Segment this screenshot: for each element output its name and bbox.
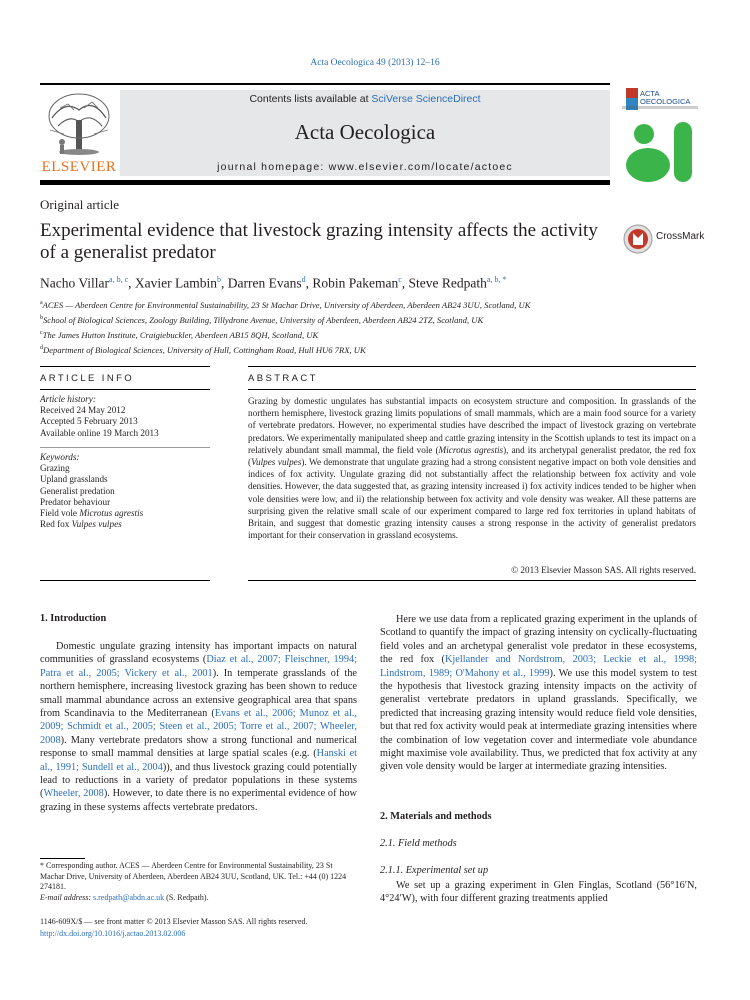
keyword-item: Field vole Microtus agrestis: [40, 508, 144, 519]
crossmark-label: CrossMark: [656, 231, 705, 242]
elsevier-logo: [40, 90, 118, 176]
author-name[interactable]: Nacho Villar: [40, 275, 110, 291]
masthead-box: [120, 90, 610, 176]
article-type: Original article: [40, 197, 120, 212]
article-info-top-rule: [40, 366, 210, 367]
elsevier-wordmark: ELSEVIER: [41, 159, 117, 175]
methods-paragraph: We set up a grazing experiment in Glen Finglas, Scotland (56°16′N, 4°24′W), with four different grazing treatments applied: [380, 880, 697, 905]
article-info-bottom-rule: [40, 580, 210, 581]
section-heading-methods: 2. Materials and methods: [380, 811, 492, 822]
abstract-heading-rule: [248, 389, 696, 390]
citation-link[interactable]: Hanski et al., 1991; Sundell et al., 2004: [40, 748, 357, 773]
bottom-info: [40, 916, 308, 940]
footnote-rule: [40, 858, 85, 859]
elsevier-tree-icon: [40, 90, 118, 156]
keyword-item: Red fox Vulpes vulpes: [40, 519, 122, 530]
author-email-link[interactable]: s.redpath@abdn.ac.uk: [93, 892, 165, 902]
citation-link[interactable]: Wheeler, 2008: [43, 788, 104, 800]
cover-title: [640, 90, 690, 106]
citation-link[interactable]: Kjellander and Nordstrom, 2003; Leckie et al., 1998; Lindstrom, 1989; O'Mahony et al., 1999: [380, 654, 697, 679]
contents-line: [120, 93, 610, 105]
author-affiliation-marker[interactable]: a, b, *: [486, 275, 507, 284]
author-name[interactable]: Steve Redpath: [408, 275, 487, 291]
introduction-paragraph: Domestic ungulate grazing intensity has important impacts on natural communities of grassland ecosystems (Diaz et al., 2007; Fleischner, 1994; Patra et al., 2005; Vickery et al., 2001). In temperate grasslands of the northern hemisphere, increasing livestock grazing has been shown to reduce small mammal abundance across an extensive geographical area that spans from Scandinavia to the Mediterranean (Evans et al., 2006; Munoz et al., 2009; Schmidt et al., 2005; Steen et al., 2005; Torre et al., 2007; Wheeler, 2008). Many vertebrate predators show a strong functional and numerical response to small mammal densities at large spatial scales (e.g. (Hanski et al., 1991; Sundell et al., 2004)), and thus livestock grazing could potentially lead to reductions in a variety of predator populations in these systems (Wheeler, 2008). However, to date there is no experimental evidence of how grazing in these systems affects vertebrate predators.: [40, 641, 357, 813]
author-name[interactable]: Darren Evans: [227, 275, 302, 291]
cover-title-line-1: ACTA: [640, 89, 660, 98]
affiliation-item: $^a$ACES — Aberdeen Centre for Environmental Sustainability, 23 St Machar Drive, University of Aberdeen, Aberdeen AB24 3UU, Scotland, UK: [40, 299, 531, 310]
journal-homepage[interactable]: journal homepage: www.elsevier.com/locate/actoec: [217, 161, 513, 173]
affiliation-item: $^b$School of Biological Sciences, Zoology Building, Tillydrone Avenue, University of Aberdeen, Aberdeen AB24 2TZ, Scotland, UK: [40, 314, 484, 325]
masthead-bottom-rule: [40, 180, 610, 185]
journal-reference[interactable]: Acta Oecologica 49 (2013) 12–16: [310, 58, 440, 68]
author-list: Nacho Villar$^{a, b, c}$, Xavier Lambin$^b$, Darren Evans$^d$, Robin Pakeman$^c$, Steve Redpath$^{a, b, *}$: [40, 275, 507, 291]
article-info-divider: [40, 447, 210, 448]
introduction-paragraph-continued: Here we use data from a replicated grazing experiment in the uplands of Scotland to quantify the impact of grazing intensity on cyclically-fluctuating field voles and an archetypal generalist vole predator in these ecosystems, the red fox (Kjellander and Nordstrom, 2003; Leckie et al., 1998; Lindstrom, 1989; O'Mahony et al., 1999). We use this model system to test the hypothesis that livestock grazing intensity impacts on the activity of generalist vertebrate predators in upland grasslands. Specifically, we predicted that increasing grazing intensity would reduce field vole densities, but that red fox activity would peak at intermediate grazing intensities where the combination of low vegetation cover and intermediate vole abundance might maximise vole availability. Thus, we predicted that fox activity at any given vole density would be larger at intermediate grazing intensities.: [380, 614, 697, 773]
keyword-item: Upland grasslands: [40, 474, 108, 485]
abstract-bottom-rule: [248, 580, 696, 581]
article-history: [40, 394, 210, 439]
masthead-top-rule: [40, 83, 610, 85]
abstract-copyright: © 2013 Elsevier Masson SAS. All rights reserved.: [511, 565, 696, 575]
keyword-item: Grazing: [40, 463, 70, 474]
corresponding-author-footnote: * Corresponding author. ACES — Aberdeen Centre for Environmental Sustainability, 23 St Machar Drive, University of Aberdeen, Aberdeen AB24 3UU, Scotland, UK. Tel.: +44 (0) 1224 274181. E-mail address: s.redpath@abdn.ac.uk (S. Redpath).: [40, 861, 347, 902]
doi-link[interactable]: http://dx.doi.org/10.1016/j.actao.2013.02.006: [40, 929, 186, 938]
author-name[interactable]: Xavier Lambin: [134, 275, 218, 291]
affiliation-item: $^d$Department of Biological Sciences, University of Hull, Cottingham Road, Hull HU6 7RX, UK: [40, 344, 366, 355]
abstract-body: Grazing by domestic ungulates has substantial impacts on ecosystem structure and composition. In grasslands of the northern hemisphere, livestock grazing limits populations of small mammals, which are a main food source for a variety of vertebrate predators. However, no experimental studies have described the impact of livestock grazing on vertebrate predators. We experimentally manipulated sheep and cattle grazing intensity in the Scottish uplands to test its impact on a relatively abundant small mammal, the field vole (Microtus agrestis), and its archetypal generalist predator, the red fox (Vulpes vulpes). We demonstrate that ungulate grazing had a strong consistent negative impact on both vole densities and indices of fox activity. Ungulate grazing did not substantially affect the relationship between fox activity and vole densities. However, the data suggested that, as grazing intensity increased i) fox activity indices tended to be higher when vole densities were low, and ii) the relationship between fox activity and vole density was weaker. All these patterns are surprising given the relative small scale of our experiment compared to large red fox territories in upland habitats of Britain, and suggest that domestic grazing intensity causes a strong response in the activity of generalist predators important for their conservation in grassland ecosystems.: [248, 396, 697, 541]
author-name[interactable]: Robin Pakeman: [312, 275, 399, 291]
author-affiliation-marker[interactable]: a, b, c: [109, 275, 129, 284]
contents-prefix: Contents lists available at: [249, 93, 372, 105]
journal-title: Acta Oecologica: [294, 120, 436, 144]
journal-cover: [622, 86, 698, 182]
article-info-heading-rule: [40, 389, 210, 390]
author-affiliation-marker[interactable]: c: [398, 275, 402, 284]
online-date: Available online 19 March 2013: [40, 427, 159, 438]
article-title: Experimental evidence that livestock grazing intensity affects the activity of a generalist predator: [40, 220, 598, 263]
abstract-heading: ABSTRACT: [248, 373, 318, 384]
author-affiliation-marker[interactable]: b: [217, 275, 222, 284]
sciencedirect-link[interactable]: SciVerse ScienceDirect: [371, 93, 481, 105]
citation-link[interactable]: Evans et al., 2006; Munoz et al., 2009; Schmidt et al., 2005; Steen et al., 2005; Torre et al., 2007; Wheeler, 2008: [40, 708, 357, 746]
crossmark-icon: [623, 224, 653, 254]
citation-link[interactable]: Diaz et al., 2007; Fleischner, 1994; Patra et al., 2005; Vickery et al., 2001: [40, 654, 357, 679]
affiliation-list: [40, 297, 700, 356]
keyword-item: Predator behaviour: [40, 496, 111, 507]
accepted-date: Accepted 5 February 2013: [40, 416, 138, 427]
keywords-heading: Keywords:: [40, 452, 80, 462]
section-heading-introduction: 1. Introduction: [40, 613, 107, 624]
received-date: Received 24 May 2012: [40, 405, 126, 416]
subsection-heading-field-methods: 2.1. Field methods: [380, 838, 457, 849]
history-heading: Article history:: [40, 394, 96, 404]
subsubsection-heading-setup: 2.1.1. Experimental set up: [380, 865, 489, 876]
keyword-item: Generalist predation: [40, 485, 115, 496]
affiliation-item: $^c$The James Hutton Institute, Craigiebuckler, Aberdeen AB15 8QH, Scotland, UK: [40, 329, 319, 340]
issn-line: 1146-609X/$ — see front matter © 2013 Elsevier Masson SAS. All rights reserved.: [40, 917, 308, 926]
crossmark-badge[interactable]: [623, 224, 703, 254]
keywords: [40, 452, 210, 530]
author-affiliation-marker[interactable]: d: [301, 275, 306, 284]
abstract-top-rule: [248, 366, 696, 367]
cover-title-line-2: OECOLOGICA: [640, 97, 691, 106]
article-info-heading: ARTICLE INFO: [40, 373, 135, 384]
